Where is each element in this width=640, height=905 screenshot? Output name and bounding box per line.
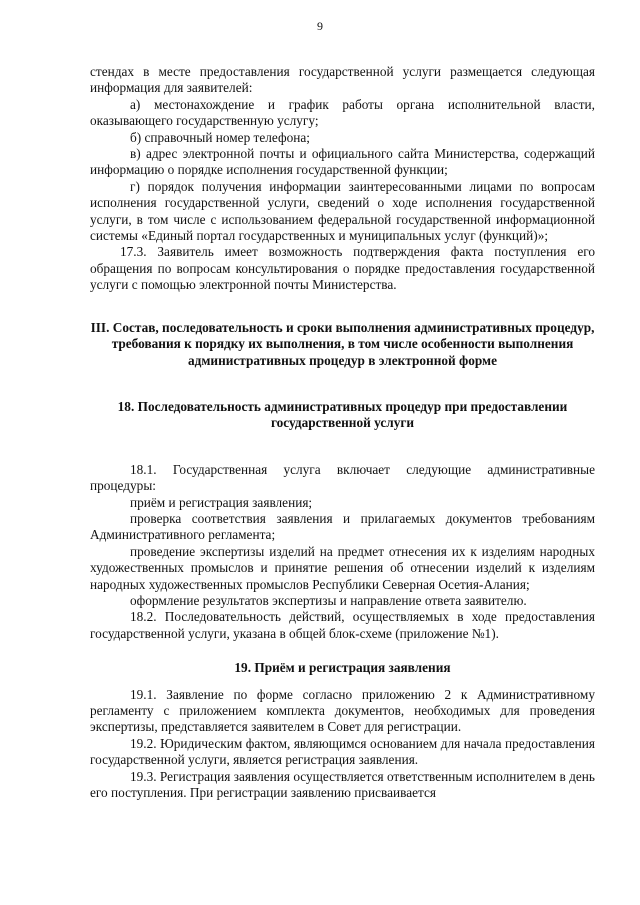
procedure-item: проверка соответствия заявления и прилагаемых документов требованиям Административного регламента; <box>90 510 595 543</box>
paragraph-19-2: 19.2. Юридическим фактом, являющимся основанием для начала предоставления государственной услуги, является регистрация заявления. <box>90 735 595 768</box>
paragraph-18-1: 18.1. Государственная услуга включает следующие административные процедуры: <box>90 461 595 494</box>
procedure-item: приём и регистрация заявления; <box>130 494 313 510</box>
list-item-v: в) адрес электронной почты и официального сайта Министерства, содержащий информацию о порядке исполнения государственной функции; <box>90 146 595 178</box>
paragraph-19-1: 19.1. Заявление по форме согласно приложению 2 к Административному регламенту с приложением комплекта документов, необходимых для проведения экспертизы, представляется заявителем в Совет для регистрации. <box>90 686 595 735</box>
list-item-g: г) порядок получения информации заинтересованными лицами по вопросам исполнения государственной услуги, сведений о ходе исполнения государственной услуги, в том числе с использованием федеральной государственной информационной системы «Единый портал государственных и муниципальных услуг (функций)»; <box>90 178 595 244</box>
paragraph-18-2: 18.2. Последовательность действий, осуществляемых в ходе предоставления государственной услуги, указана в общей блок-схеме (приложение №1). <box>90 609 595 641</box>
page-number: 9 <box>317 19 323 33</box>
heading-18: 18. Последовательность административных процедур при предоставлении государственной услуги <box>117 398 568 431</box>
paragraph: стендах в месте предоставления государственной услуги размещается следующая информация для заявителей: <box>90 64 595 96</box>
paragraph-19-3: 19.3. Регистрация заявления осуществляется ответственным исполнителем в день его поступления. При регистрации заявлению присваивается <box>90 768 595 801</box>
page-content <box>90 64 595 801</box>
procedure-item: проведение экспертизы изделий на предмет отнесения их к изделиям народных художественных промыслов и принятие решения об отнесении изделий к изделиям народных художественных промыслов Республики Северная Осетия-Алания; <box>90 543 595 592</box>
procedure-item: оформление результатов экспертизы и направление ответа заявителю. <box>130 592 527 608</box>
paragraph-17-3: 17.3. Заявитель имеет возможность подтверждения факта поступления его обращения по вопросам консультирования о порядке предоставления государственной услуги с помощью электронной почты Министерства. <box>90 244 595 293</box>
list-item-b: б) справочный номер телефона; <box>130 129 310 145</box>
list-item-a: а) местонахождение и график работы органа исполнительной власти, оказывающего государственную услугу; <box>90 96 595 129</box>
heading-19: 19. Приём и регистрация заявления <box>234 660 451 676</box>
section-heading: III. Состав, последовательность и сроки выполнения административных процедур, требования к порядку их выполнения, в том числе особенности выполнения административных процедур в электронной форме <box>90 319 595 368</box>
